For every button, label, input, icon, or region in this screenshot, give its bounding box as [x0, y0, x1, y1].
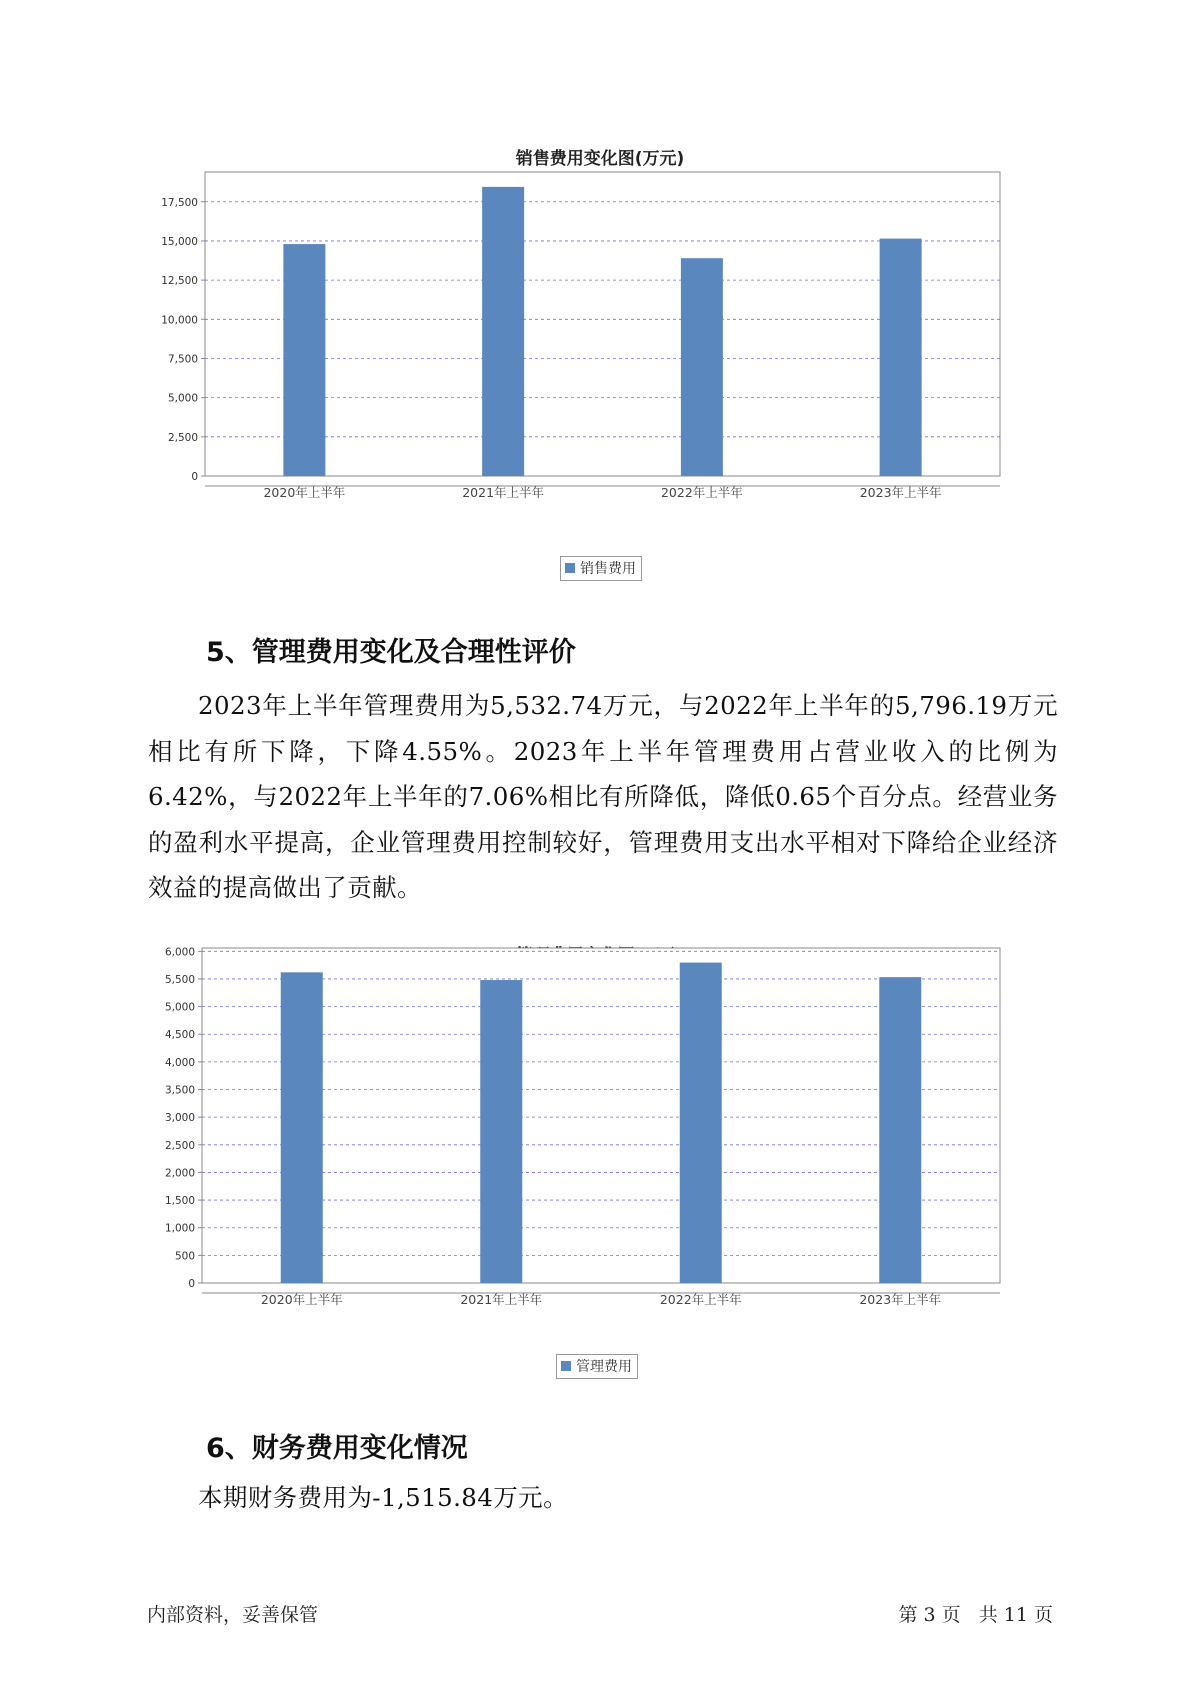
chart-title: 销售费用变化图(万元): [515, 149, 685, 169]
y-tick-label: 5,000: [167, 392, 198, 405]
y-tick-label: 500: [174, 1250, 195, 1263]
admin-expense-chart: [150, 937, 1050, 1375]
y-tick-label: 1,000: [164, 1222, 195, 1235]
y-tick-label: 4,000: [164, 1056, 195, 1069]
bar: [482, 187, 524, 476]
bar: [681, 258, 723, 476]
legend-label: 销售费用: [580, 561, 636, 577]
y-tick-label: 10,000: [161, 314, 198, 327]
x-tick-label: 2022年上半年: [660, 485, 743, 500]
y-tick-label: 3,500: [164, 1084, 195, 1097]
x-tick-label: 2022年上半年: [659, 1292, 742, 1307]
y-tick-label: 5,000: [164, 1001, 195, 1014]
legend-swatch: [565, 563, 575, 573]
bar: [680, 963, 722, 1283]
y-tick-label: 12,500: [161, 275, 198, 288]
bar: [283, 244, 325, 476]
legend-label: 管理费用: [576, 1359, 632, 1375]
y-tick-label: 15,000: [161, 235, 198, 248]
y-tick-label: 17,500: [161, 196, 198, 209]
x-tick-label: 2020年上半年: [260, 1292, 343, 1307]
footer-confidential-note: 内部资料，妥善保管: [147, 1604, 319, 1626]
legend-swatch: [561, 1361, 571, 1371]
y-tick-label: 2,000: [164, 1167, 195, 1180]
bar: [879, 977, 921, 1283]
section-heading: 5、管理费用变化及合理性评价: [206, 637, 576, 668]
bar: [480, 980, 522, 1283]
y-tick-label: 2,500: [164, 1139, 195, 1152]
y-tick-label: 5,500: [164, 973, 195, 986]
sales-expense-chart: [150, 140, 1050, 577]
y-tick-label: 0: [188, 1278, 195, 1290]
chart-legend: [556, 1354, 638, 1379]
x-tick-label: 2020年上半年: [263, 485, 346, 500]
y-tick-label: 3,000: [164, 1112, 195, 1125]
chart-legend: [560, 556, 642, 581]
chart-plot: [150, 946, 1050, 1347]
x-tick-label: 2021年上半年: [460, 1292, 543, 1307]
chart-plot: [150, 170, 1050, 550]
x-tick-label: 2023年上半年: [859, 1292, 942, 1307]
y-tick-label: 6,000: [164, 946, 195, 959]
x-tick-label: 2023年上半年: [859, 485, 942, 500]
section-heading: 6、财务费用变化情况: [206, 1433, 468, 1464]
x-tick-label: 2021年上半年: [462, 485, 545, 500]
body-paragraph: 本期财务费用为-1,515.84万元。: [198, 1483, 568, 1512]
y-tick-label: 7,500: [167, 353, 198, 366]
body-paragraph: 2023年上半年管理费用为5,532.74万元，与2022年上半年的5,796.19万元相比有所下降，下降4.55%。2023年上半年管理费用占营业收入的比例为6.42%，与2022年上半年的7.06%相比有所降低，降低0.65个百分点。经营业务的盈利水平提高，企业管理费用控制较好，管理费用支出水平相对下降给企业经济效益的提高做出了贡献。: [148, 691, 1058, 902]
y-tick-label: 4,500: [164, 1029, 195, 1042]
y-tick-label: 1,500: [164, 1195, 195, 1208]
bar: [880, 239, 922, 476]
bar: [281, 972, 323, 1283]
footer-page-number: 第 3 页 共 11 页: [898, 1604, 1053, 1626]
y-tick-label: 0: [191, 471, 198, 483]
y-tick-label: 2,500: [167, 431, 198, 444]
